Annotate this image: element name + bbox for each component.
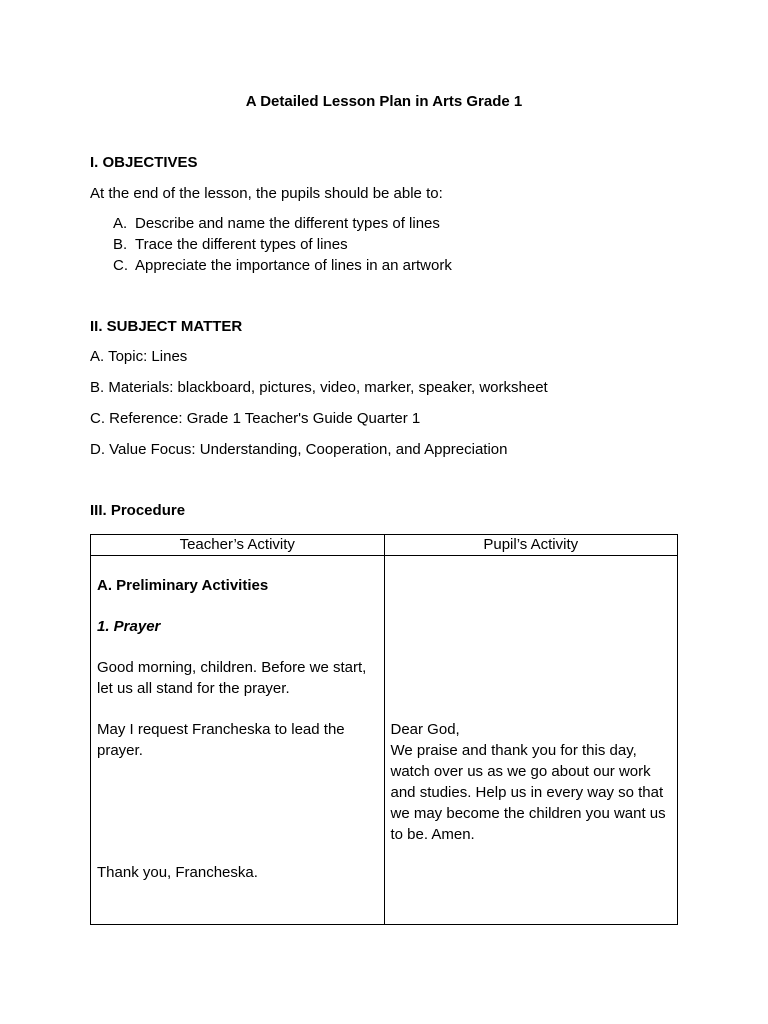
procedure-table — [90, 534, 678, 925]
teacher-line: Thank you, Francheska. — [97, 864, 258, 881]
objective-letter: A. — [113, 215, 128, 232]
teacher-line: let us all stand for the prayer. — [97, 680, 290, 697]
pupil-greeting: Dear God, — [390, 721, 460, 738]
prayer-subheading: 1. Prayer — [97, 618, 161, 635]
objective-item: Describe and name the different types of lines — [135, 215, 440, 232]
column-header-teacher: Teacher’s Activity — [91, 535, 385, 556]
subject-materials: B. Materials: blackboard, pictures, video, marker, speaker, worksheet — [90, 379, 548, 396]
pupil-prayer-line: watch over us as we go about our work — [390, 763, 651, 780]
pupil-activity-cell — [384, 556, 678, 925]
preliminary-activities-heading: A. Preliminary Activities — [97, 577, 269, 594]
column-header-pupil: Pupil’s Activity — [384, 535, 678, 556]
objective-letter: C. — [113, 257, 128, 274]
subject-reference: C. Reference: Grade 1 Teacher's Guide Quarter 1 — [90, 410, 421, 427]
objective-item: Appreciate the importance of lines in an artwork — [135, 257, 452, 274]
teacher-activity-cell — [91, 556, 385, 925]
subject-topic: A. Topic: Lines — [90, 348, 188, 365]
pupil-prayer-line: we may become the children you want us — [390, 805, 666, 822]
objectives-heading: I. OBJECTIVES — [90, 154, 198, 171]
table-header-row — [91, 535, 678, 556]
teacher-line: prayer. — [97, 742, 143, 759]
document-title: A Detailed Lesson Plan in Arts Grade 1 — [245, 93, 523, 110]
teacher-line: Good morning, children. Before we start, — [97, 659, 367, 676]
subject-matter-heading: II. SUBJECT MATTER — [90, 318, 243, 335]
pupil-prayer-line: We praise and thank you for this day, — [390, 742, 637, 759]
table-row — [91, 556, 678, 925]
pupil-prayer-line: and studies. Help us in every way so that — [390, 784, 664, 801]
objectives-intro: At the end of the lesson, the pupils should be able to: — [90, 185, 443, 202]
procedure-heading: III. Procedure — [90, 502, 186, 519]
objective-letter: B. — [113, 236, 128, 253]
teacher-line: May I request Francheska to lead the — [97, 721, 345, 738]
objective-item: Trace the different types of lines — [135, 236, 348, 253]
subject-value-focus: D. Value Focus: Understanding, Cooperation, and Appreciation — [90, 441, 508, 458]
pupil-prayer-line: to be. Amen. — [390, 826, 475, 843]
